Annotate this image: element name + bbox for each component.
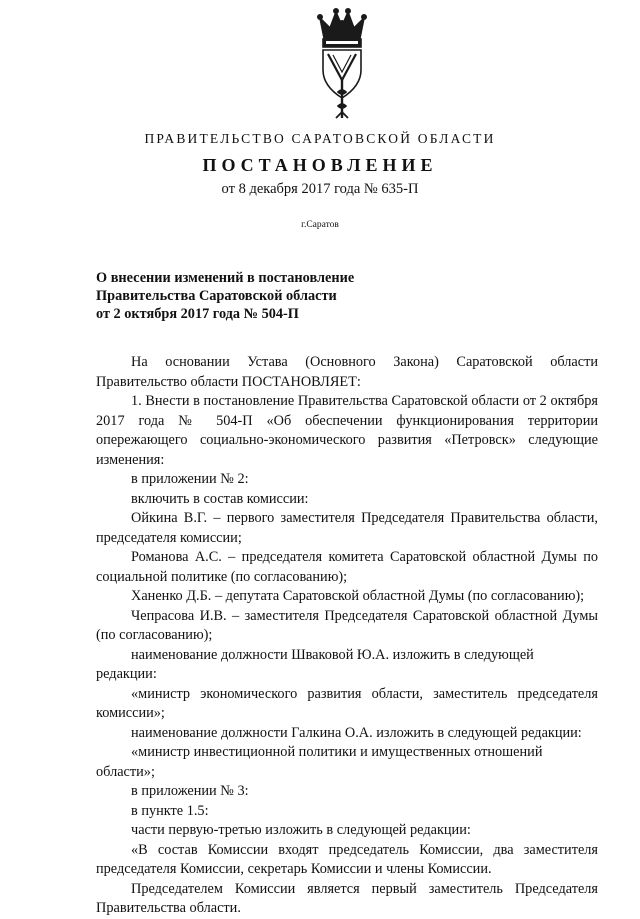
subject-line: Правительства Саратовской области: [96, 288, 337, 304]
body-paragraph: в пункте 1.5:: [131, 802, 209, 819]
body-paragraph: наименование должности Галкина О.А. изложить в следующей редакции:: [131, 724, 582, 741]
body-paragraph: включить в состав комиссии:: [131, 490, 309, 507]
body-paragraph: Председателем Комиссии является первый заместитель Председателя Правительства области.: [96, 880, 598, 916]
subject-line: О внесении изменений в постановление: [96, 270, 355, 286]
body-paragraph: в приложении № 2:: [131, 471, 249, 487]
document-title: ПОСТАНОВЛЕНИЕ: [202, 155, 438, 175]
saratov-crown-emblem-icon: [316, 8, 368, 126]
document-body: [96, 353, 598, 919]
body-paragraph: части первую-третью изложить в следующей редакции:: [131, 822, 471, 838]
document-subject: [96, 269, 426, 323]
body-paragraph: «В состав Комиссии входят председатель Комиссии, два заместителя председателя Комиссии, секретарь Комиссии и члены Комиссии.: [96, 841, 598, 877]
body-paragraph: Ханенко Д.Б. – депутата Саратовской областной Думы (по согласованию);: [131, 588, 585, 604]
body-paragraph: Ойкина В.Г. – первого заместителя Председателя Правительства области, председателя комиссии;: [96, 510, 598, 546]
document-city: г.Саратов: [301, 220, 339, 230]
body-paragraph: наименование должности Шваковой Ю.А. изложить в следующей редакции:: [96, 646, 534, 682]
body-paragraph: «министр экономического развития области, заместитель председателя комиссии»;: [96, 685, 598, 721]
body-paragraph: «министр инвестиционной политики и имущественных отношений области»;: [96, 744, 543, 780]
body-paragraph: На основании Устава (Основного Закона) Саратовской области Правительство области ПОСТАНОВЛЯЕТ:: [96, 354, 598, 390]
body-paragraph: Романова А.С. – председателя комитета Саратовской областной Думы по социальной политике (по согласованию);: [96, 549, 598, 585]
body-paragraph: Чепрасова И.В. – заместителя Председателя Саратовской областной Думы (по согласованию);: [96, 607, 598, 643]
government-name: ПРАВИТЕЛЬСТВО САРАТОВСКОЙ ОБЛАСТИ: [144, 131, 496, 146]
document-date-number: от 8 декабря 2017 года № 635-П: [221, 181, 419, 197]
body-paragraph: в приложении № 3:: [131, 783, 249, 799]
subject-line: от 2 октября 2017 года № 504-П: [96, 306, 299, 322]
body-paragraph: 1. Внести в постановление Правительства Саратовской области от 2 октября 2017 года № 504-П «Об обеспечении функционирования территории опережающего социально-экономического развития «Петровск» следующие изменения:: [96, 393, 598, 468]
